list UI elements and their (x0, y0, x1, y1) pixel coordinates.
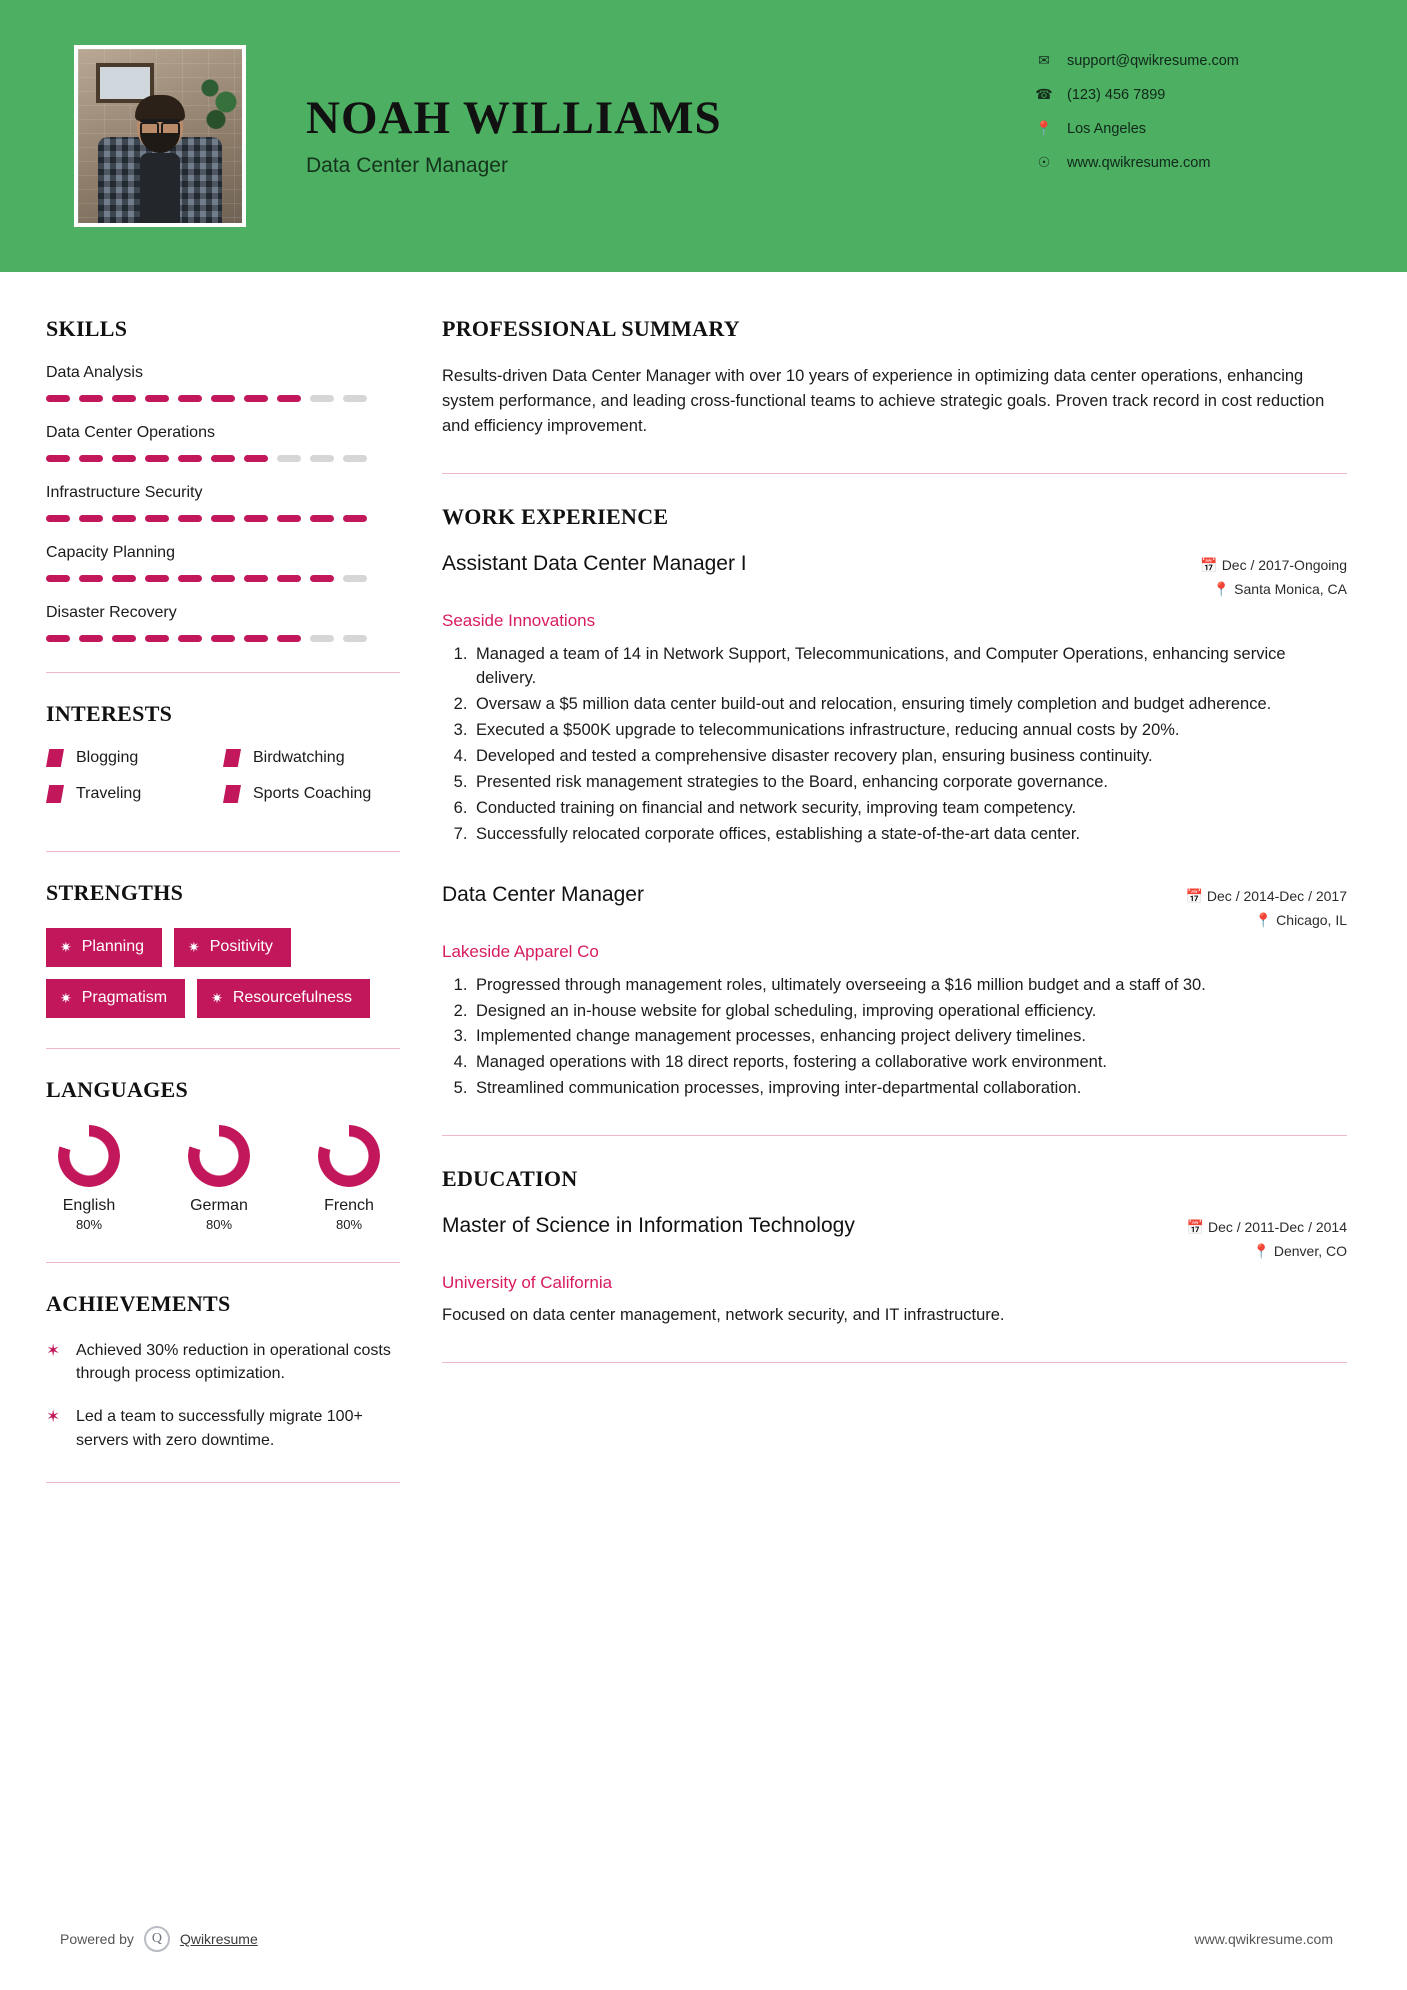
location-pin-icon: 📍 (1035, 120, 1053, 136)
experience-location-text: Chicago, IL (1276, 911, 1347, 928)
skill-rating-dash (79, 515, 103, 522)
experience-meta (1200, 552, 1347, 605)
achievement-text: Led a team to successfully migrate 100+ servers with zero downtime. (76, 1408, 363, 1449)
strength-chip (46, 928, 162, 967)
experience-bullet: 2. Oversaw a $5 million data center build-out and relocation, ensuring timely completion and budget adherence. (472, 693, 1347, 717)
interests-heading: INTERESTS (46, 701, 173, 726)
achievement-item (46, 1405, 400, 1451)
languages-heading: LANGUAGES (46, 1077, 189, 1102)
skill-rating-dash (211, 395, 235, 402)
sparkle-icon: ✷ (211, 990, 223, 1006)
skill-rating (46, 455, 400, 462)
divider (46, 1048, 400, 1049)
language-name: German (190, 1197, 248, 1214)
powered-by-label: Powered by (60, 1931, 134, 1947)
education-description: Focused on data center management, network security, and IT infrastructure. (442, 1306, 1005, 1325)
skill-name: Data Analysis (46, 364, 143, 381)
skill-rating (46, 575, 400, 582)
education-heading: EDUCATION (442, 1166, 578, 1192)
skill-rating-dash (178, 395, 202, 402)
skill-rating-dash (79, 575, 103, 582)
skill-rating-dash (277, 455, 301, 462)
divider (442, 1362, 1347, 1363)
experience-bullet: 1. Progressed through management roles, ultimately overseeing a $16 million budget and a staff of 30. (472, 974, 1347, 998)
language-item (306, 1125, 392, 1232)
main-column (400, 272, 1407, 1511)
candidate-name: NOAH WILLIAMS (306, 92, 722, 145)
bookmark-icon (46, 749, 64, 767)
interest-item (46, 785, 223, 803)
phone-icon: ☎ (1035, 86, 1053, 102)
calendar-icon: 📅 (1185, 887, 1204, 904)
interest-label: Birdwatching (253, 749, 345, 766)
language-percent: 80% (205, 1217, 233, 1232)
experience-bullet: 5. Presented risk management strategies to the Board, enhancing corporate governance. (472, 771, 1347, 795)
skill-rating-dash (211, 575, 235, 582)
calendar-icon: 📅 (1186, 1219, 1205, 1236)
education-location-text: Denver, CO (1273, 1243, 1347, 1260)
skill-rating-dash (244, 635, 268, 642)
divider (442, 473, 1347, 474)
education-entry (442, 1214, 1347, 1328)
experience-head (442, 883, 1347, 936)
name-block (306, 94, 722, 177)
experience-heading: WORK EXPERIENCE (442, 504, 669, 530)
education-meta (1187, 1214, 1347, 1267)
skill-rating-dash (178, 455, 202, 462)
interest-label: Sports Coaching (253, 785, 372, 802)
strength-label: Planning (81, 938, 145, 955)
skill-name: Disaster Recovery (46, 604, 177, 621)
skill-rating-dash (310, 515, 334, 522)
envelope-icon: ✉ (1038, 52, 1050, 68)
contact-website-text: www.qwikresume.com (1067, 154, 1211, 171)
skill-rating-dash (310, 635, 334, 642)
experience-entry (442, 552, 1347, 846)
experience-bullet: 2. Designed an in-house website for global scheduling, improving operational efficiency. (472, 1000, 1347, 1024)
candidate-job-title: Data Center Manager (306, 153, 508, 177)
education-degree: Master of Science in Information Technology (442, 1214, 855, 1238)
experience-bullet: 5. Streamlined communication processes, improving inter-departmental collaboration. (472, 1077, 1347, 1101)
education-dates-text: Dec / 2011-Dec / 2014 (1207, 1219, 1347, 1236)
skill-rating-dash (211, 515, 235, 522)
strength-chip (174, 928, 291, 967)
achievements-list (46, 1339, 400, 1452)
experience-bullet: 7. Successfully relocated corporate offices, establishing a state-of-the-art data center. (472, 823, 1347, 847)
experience-dates-text: Dec / 2017-Ongoing (1221, 557, 1347, 574)
language-percent: 80% (75, 1217, 103, 1232)
strength-chip (46, 979, 185, 1018)
resume-body (0, 272, 1407, 1511)
sparkle-icon: ✷ (60, 939, 72, 955)
skill-rating-dash (343, 455, 367, 462)
powered-by-block (60, 1926, 258, 1952)
skills-list (46, 364, 400, 642)
skill-rating-dash (277, 395, 301, 402)
achievement-item (46, 1339, 400, 1385)
skill-rating-dash (79, 455, 103, 462)
language-progress-ring (58, 1125, 120, 1187)
skill-rating-dash (46, 635, 70, 642)
skills-heading: SKILLS (46, 316, 128, 341)
interest-item (46, 749, 223, 767)
experience-bullet: 3. Implemented change management processes, enhancing project delivery timelines. (472, 1025, 1347, 1049)
skill-name: Capacity Planning (46, 544, 175, 561)
globe-icon: ☉ (1037, 154, 1051, 170)
footer (0, 1926, 1407, 1952)
skill-rating-dash (79, 395, 103, 402)
footer-website[interactable]: www.qwikresume.com (1194, 1931, 1333, 1947)
strength-label: Positivity (209, 938, 273, 955)
divider (46, 1262, 400, 1263)
experience-head (442, 552, 1347, 605)
skill-rating-dash (343, 575, 367, 582)
interest-label: Blogging (76, 749, 139, 766)
skill-name: Infrastructure Security (46, 484, 203, 501)
skill-rating-dash (46, 515, 70, 522)
resume-header (0, 0, 1407, 272)
profile-photo (74, 45, 246, 227)
spacer (442, 853, 1347, 883)
experience-dates (1200, 557, 1347, 574)
skill-rating-dash (145, 515, 169, 522)
bookmark-icon (46, 785, 64, 803)
education-location (1187, 1243, 1347, 1260)
strengths-list (46, 928, 400, 1018)
star-award-icon: ✶ (46, 1407, 61, 1427)
experience-company: Lakeside Apparel Co (442, 941, 599, 961)
skill-rating-dash (244, 455, 268, 462)
summary-text: Results-driven Data Center Manager with over 10 years of experience in optimizing data center operations, enhancing system performance, and leading cross-functional teams to achieve strategic goals. Proven track record in cost reduction and efficiency improvement. (442, 367, 1325, 436)
person-tshirt (140, 153, 180, 223)
education-school: University of California (442, 1273, 613, 1293)
location-pin-icon: 📍 (1252, 1243, 1270, 1260)
skill-rating-dash (112, 575, 136, 582)
experience-location (1186, 912, 1347, 929)
skill-rating-dash (178, 515, 202, 522)
language-item (46, 1125, 132, 1232)
interest-item (223, 749, 400, 767)
experience-role: Assistant Data Center Manager I (442, 552, 747, 576)
skill-rating (46, 395, 400, 402)
sparkle-icon: ✷ (60, 990, 72, 1006)
skill-rating-dash (145, 395, 169, 402)
experience-list (442, 552, 1347, 1101)
language-item (176, 1125, 262, 1232)
skill-rating-dash (343, 395, 367, 402)
skill-rating-dash (211, 635, 235, 642)
experience-dates-text: Dec / 2014-Dec / 2017 (1206, 887, 1347, 904)
calendar-icon: 📅 (1200, 557, 1218, 574)
skill-rating-dash (211, 455, 235, 462)
skill-rating-dash (277, 575, 301, 582)
skill-rating-dash (343, 515, 367, 522)
skill-rating-dash (178, 635, 202, 642)
skill-rating-dash (145, 455, 169, 462)
star-award-icon: ✶ (46, 1341, 61, 1360)
language-percent: 80% (335, 1217, 363, 1232)
contact-email-text: support@qwikresume.com (1067, 52, 1239, 69)
skill-rating (46, 635, 400, 642)
skill-rating-dash (79, 635, 103, 642)
plant-decor (198, 67, 238, 137)
strength-label: Resourcefulness (232, 989, 352, 1006)
qwikresume-logo-icon: Q (144, 1926, 170, 1952)
contact-list (1033, 52, 1333, 188)
skill-rating-dash (112, 635, 136, 642)
skill-rating-dash (145, 635, 169, 642)
contact-location (1033, 120, 1333, 137)
experience-dates (1186, 888, 1347, 905)
skill-rating (46, 515, 400, 522)
language-progress-ring (318, 1125, 380, 1187)
experience-entry (442, 883, 1347, 1102)
experience-bullet: 4. Managed operations with 18 direct reports, fostering a collaborative work environment. (472, 1051, 1347, 1075)
achievements-heading: ACHIEVEMENTS (46, 1291, 231, 1316)
summary-heading: PROFESSIONAL SUMMARY (442, 316, 740, 341)
skill-rating-dash (310, 455, 334, 462)
education-head (442, 1214, 1347, 1267)
skill-rating-dash (178, 575, 202, 582)
language-progress-ring (188, 1125, 250, 1187)
sparkle-icon: ✷ (188, 939, 200, 955)
sidebar (0, 272, 400, 1511)
skill-rating-dash (244, 395, 268, 402)
qwikresume-brand-link[interactable]: Qwikresume (179, 1931, 258, 1947)
skill-rating-dash (277, 635, 301, 642)
language-name: English (62, 1197, 116, 1214)
location-pin-icon: 📍 (1212, 581, 1231, 598)
contact-email (1033, 52, 1333, 69)
divider (442, 1135, 1347, 1136)
bookmark-icon (223, 785, 241, 803)
experience-company: Seaside Innovations (442, 611, 596, 631)
skill-rating-dash (46, 455, 70, 462)
language-name: French (324, 1197, 374, 1214)
experience-bullets (442, 643, 1347, 846)
bookmark-icon (223, 749, 241, 767)
skill-rating-dash (46, 395, 70, 402)
contact-phone (1033, 86, 1333, 103)
contact-location-text: Los Angeles (1067, 120, 1147, 137)
experience-bullet: 6. Conducted training on financial and network security, improving team competency. (472, 797, 1347, 821)
skill-rating-dash (112, 395, 136, 402)
experience-location (1200, 581, 1347, 598)
experience-meta (1186, 883, 1347, 936)
skill-rating-dash (112, 455, 136, 462)
experience-bullet: 1. Managed a team of 14 in Network Support, Telecommunications, and Computer Operations, enhancing service delivery. (472, 643, 1347, 691)
strength-chip (197, 979, 370, 1018)
person-glasses (140, 119, 180, 129)
divider (46, 672, 400, 673)
skill-rating-dash (310, 575, 334, 582)
divider (46, 1482, 400, 1483)
languages-list (46, 1125, 400, 1232)
achievement-text: Achieved 30% reduction in operational costs through process optimization. (76, 1342, 391, 1383)
strength-label: Pragmatism (81, 989, 168, 1006)
contact-phone-text: (123) 456 7899 (1067, 86, 1166, 103)
location-pin-icon: 📍 (1254, 911, 1273, 928)
experience-role: Data Center Manager (442, 882, 644, 906)
skill-rating-dash (244, 575, 268, 582)
skill-rating-dash (46, 575, 70, 582)
interest-item (223, 785, 400, 803)
experience-location-text: Santa Monica, CA (1234, 581, 1347, 598)
skill-rating-dash (112, 515, 136, 522)
skill-rating-dash (343, 635, 367, 642)
interest-label: Traveling (76, 785, 142, 802)
experience-bullets (442, 974, 1347, 1102)
skill-rating-dash (277, 515, 301, 522)
education-dates (1187, 1219, 1347, 1236)
divider (46, 851, 400, 852)
contact-website (1033, 154, 1333, 171)
skill-rating-dash (310, 395, 334, 402)
skill-name: Data Center Operations (46, 424, 215, 441)
skill-rating-dash (145, 575, 169, 582)
interests-list (46, 749, 400, 821)
experience-bullet: 4. Developed and tested a comprehensive disaster recovery plan, ensuring business continuity. (472, 745, 1347, 769)
experience-bullet: 3. Executed a $500K upgrade to telecommunications infrastructure, reducing annual costs by 20%. (472, 719, 1347, 743)
strengths-heading: STRENGTHS (46, 880, 184, 905)
skill-rating-dash (244, 515, 268, 522)
